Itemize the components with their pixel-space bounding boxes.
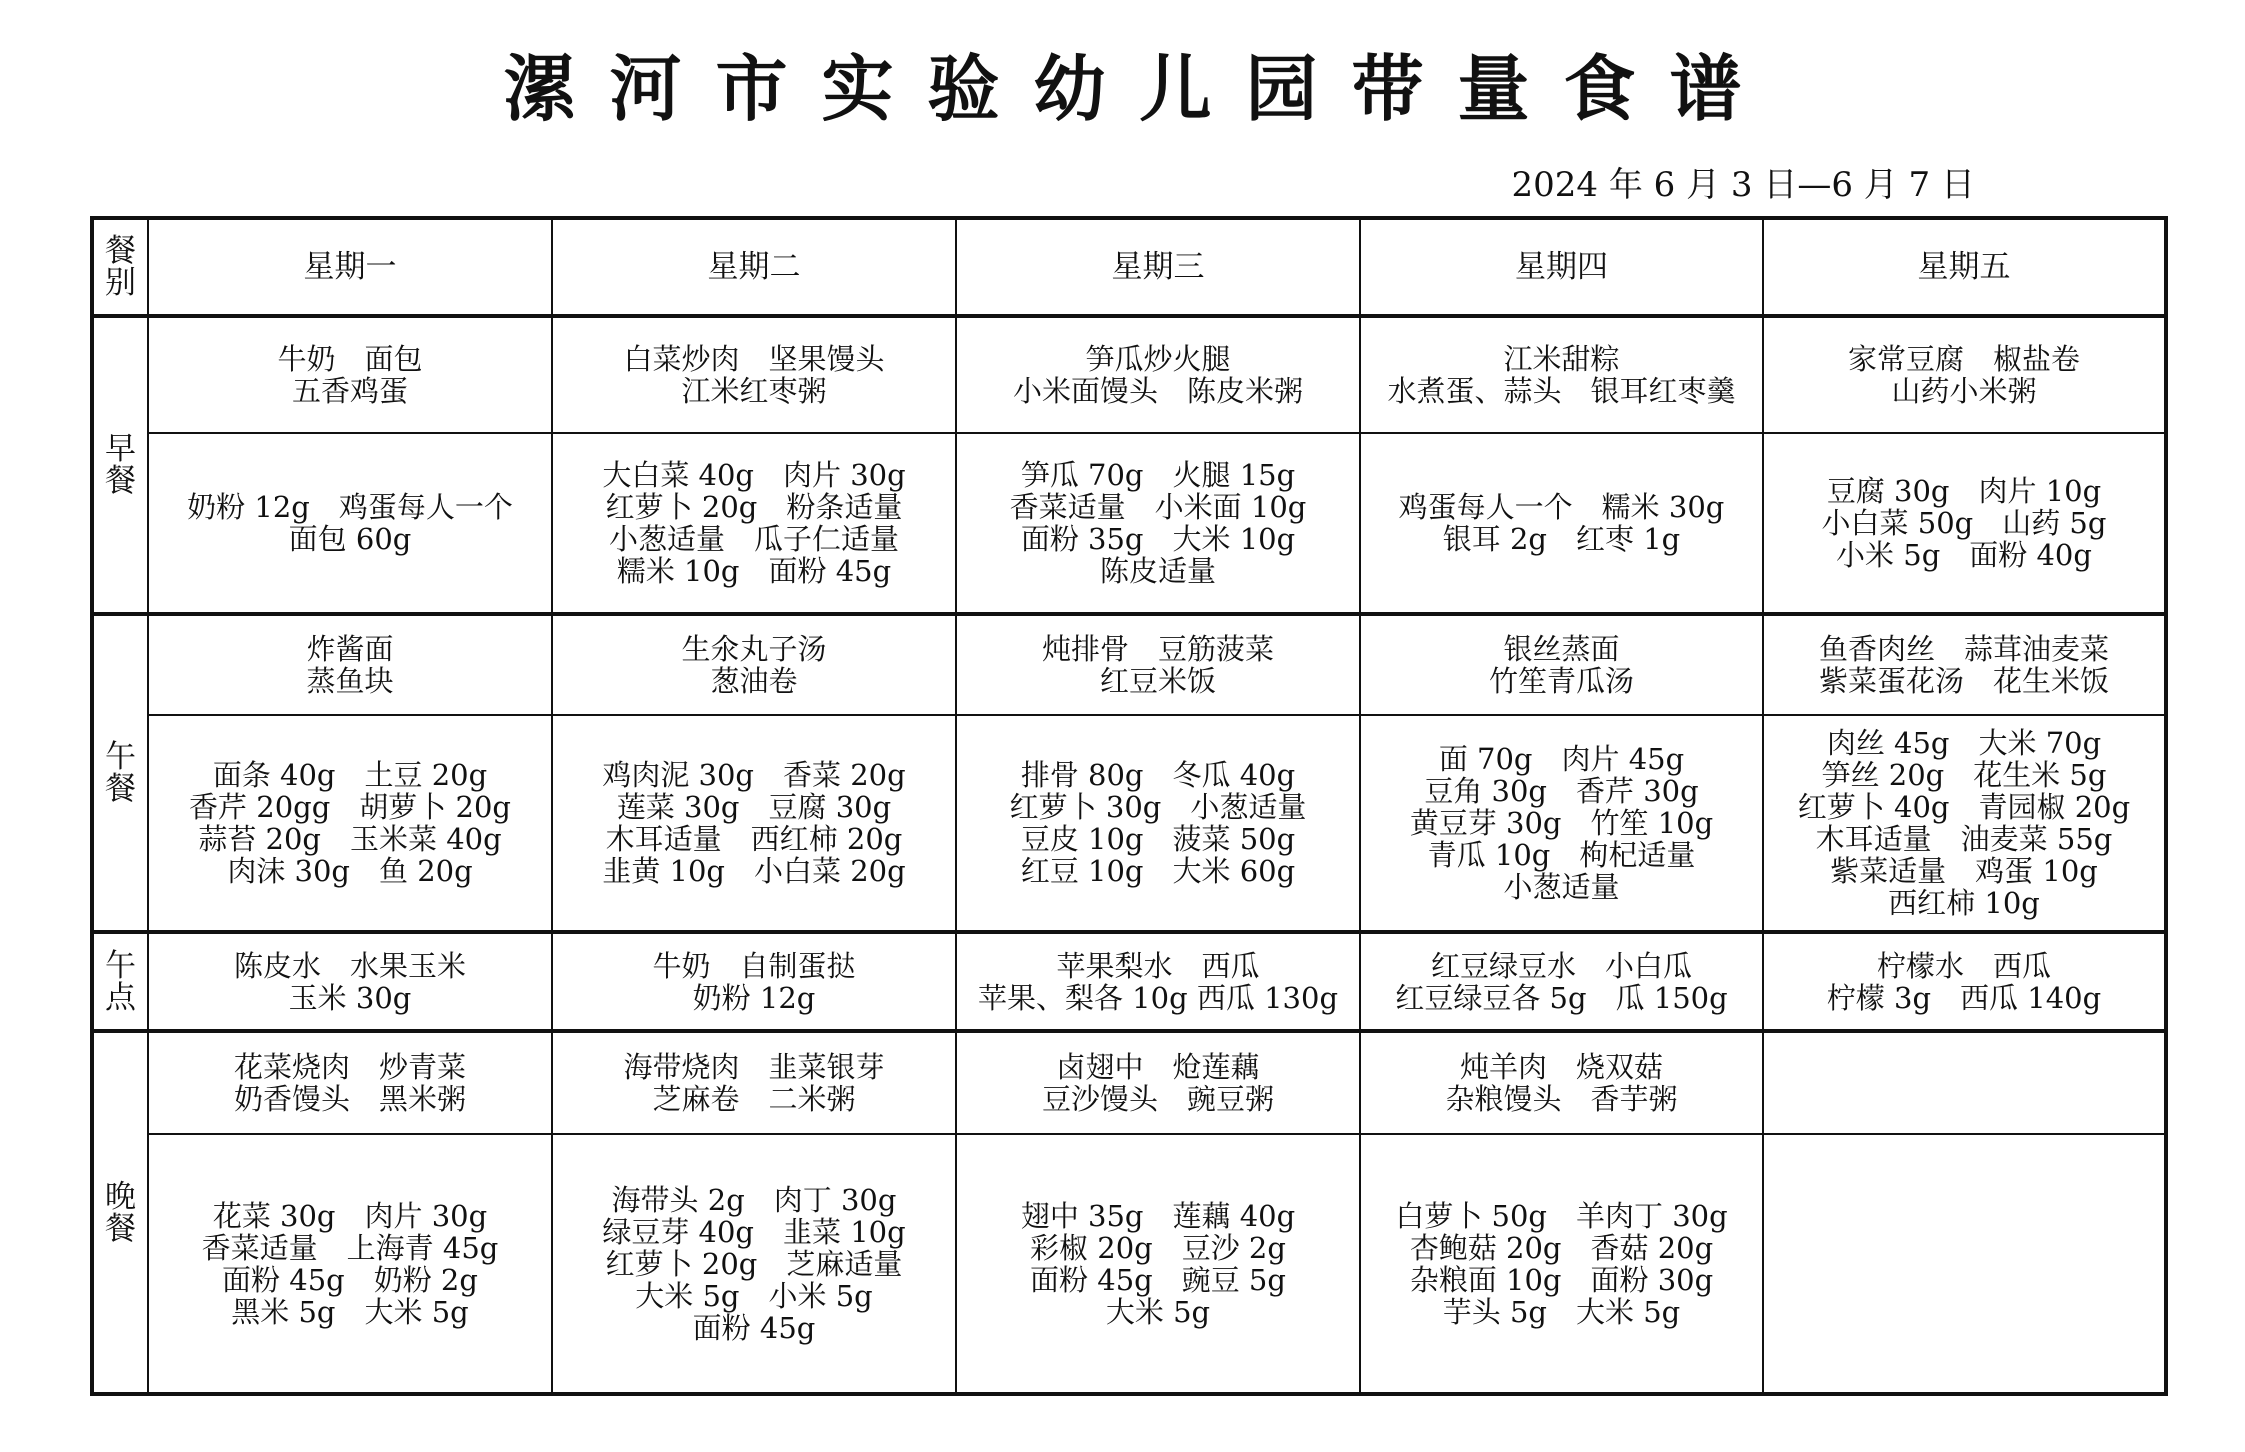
snack-thursday: 红豆绿豆水 小白瓜 红豆绿豆各 5g 瓜 150g (1360, 932, 1763, 1031)
day-header-monday: 星期一 (148, 218, 552, 316)
snack-monday: 陈皮水 水果玉米 玉米 30g (148, 932, 552, 1031)
menu-table (90, 216, 2168, 1396)
breakfast-label: 早 餐 (92, 316, 148, 614)
breakfast-dish-wednesday: 笋瓜炒火腿 小米面馒头 陈皮米粥 (956, 316, 1360, 433)
lunch-dishes-row (92, 614, 2166, 715)
lunch-label: 午 餐 (92, 614, 148, 932)
breakfast-dishes-row (92, 316, 2166, 433)
date-range: 2024 年 6 月 3 日—6 月 7 日 (1511, 165, 1975, 205)
breakfast-dish-thursday: 江米甜粽 水煮蛋、蒜头 银耳红枣羹 (1360, 316, 1763, 433)
dinner-ingredients-thursday: 白萝卜 50g 羊肉丁 30g 杏鲍菇 20g 香菇 20g 杂粮面 10g 面粉 30g 芋头 5g 大米 5g (1360, 1134, 1763, 1394)
day-header-friday: 星期五 (1763, 218, 2166, 316)
snack-row (92, 932, 2166, 1031)
dinner-dish-friday (1763, 1031, 2166, 1134)
dinner-dish-thursday: 炖羊肉 烧双菇 杂粮馒头 香芋粥 (1360, 1031, 1763, 1134)
lunch-ingredients-friday: 肉丝 45g 大米 70g 笋丝 20g 花生米 5g 红萝卜 40g 青园椒 20g 木耳适量 油麦菜 55g 紫菜适量 鸡蛋 10g 西红柿 10g (1763, 715, 2166, 932)
lunch-dish-tuesday: 生氽丸子汤 葱油卷 (552, 614, 956, 715)
dinner-dish-tuesday: 海带烧肉 韭菜银芽 芝麻卷 二米粥 (552, 1031, 956, 1134)
header-row (92, 218, 2166, 316)
breakfast-ingredients-monday: 奶粉 12g 鸡蛋每人一个 面包 60g (148, 433, 552, 614)
lunch-ingredients-monday: 面条 40g 土豆 20g 香芹 20gg 胡萝卜 20g 蒜苔 20g 玉米菜 40g 肉沫 30g 鱼 20g (148, 715, 552, 932)
snack-label: 午 点 (92, 932, 148, 1031)
snack-tuesday: 牛奶 自制蛋挞 奶粉 12g (552, 932, 956, 1031)
dinner-ingredients-friday (1763, 1134, 2166, 1394)
lunch-dish-friday: 鱼香肉丝 蒜茸油麦菜 紫菜蛋花汤 花生米饭 (1763, 614, 2166, 715)
dinner-dishes-row (92, 1031, 2166, 1134)
lunch-dish-thursday: 银丝蒸面 竹笙青瓜汤 (1360, 614, 1763, 715)
breakfast-dish-monday: 牛奶 面包 五香鸡蛋 (148, 316, 552, 433)
dinner-dish-wednesday: 卤翅中 炝莲藕 豆沙馒头 豌豆粥 (956, 1031, 1360, 1134)
breakfast-ingredients-wednesday: 笋瓜 70g 火腿 15g 香菜适量 小米面 10g 面粉 35g 大米 10g 陈皮适量 (956, 433, 1360, 614)
page-title: 漯河市实验幼儿园带量食谱 (503, 46, 1776, 131)
dinner-ingredients-wednesday: 翅中 35g 莲藕 40g 彩椒 20g 豆沙 2g 面粉 45g 豌豆 5g 大米 5g (956, 1134, 1360, 1394)
breakfast-ingredients-row (92, 433, 2166, 614)
breakfast-dish-tuesday: 白菜炒肉 坚果馒头 江米红枣粥 (552, 316, 956, 433)
lunch-ingredients-row (92, 715, 2166, 932)
snack-wednesday: 苹果梨水 西瓜 苹果、梨各 10g 西瓜 130g (956, 932, 1360, 1031)
breakfast-ingredients-thursday: 鸡蛋每人一个 糯米 30g 银耳 2g 红枣 1g (1360, 433, 1763, 614)
lunch-ingredients-tuesday: 鸡肉泥 30g 香菜 20g 莲菜 30g 豆腐 30g 木耳适量 西红柿 20g 韭黄 10g 小白菜 20g (552, 715, 956, 932)
dinner-ingredients-monday: 花菜 30g 肉片 30g 香菜适量 上海青 45g 面粉 45g 奶粉 2g 黑米 5g 大米 5g (148, 1134, 552, 1394)
breakfast-dish-friday: 家常豆腐 椒盐卷 山药小米粥 (1763, 316, 2166, 433)
day-header-thursday: 星期四 (1360, 218, 1763, 316)
breakfast-ingredients-friday: 豆腐 30g 肉片 10g 小白菜 50g 山药 5g 小米 5g 面粉 40g (1763, 433, 2166, 614)
lunch-dish-wednesday: 炖排骨 豆筋菠菜 红豆米饭 (956, 614, 1360, 715)
dinner-ingredients-row (92, 1134, 2166, 1394)
day-header-wednesday: 星期三 (956, 218, 1360, 316)
lunch-dish-monday: 炸酱面 蒸鱼块 (148, 614, 552, 715)
dinner-label: 晚 餐 (92, 1031, 148, 1394)
breakfast-ingredients-tuesday: 大白菜 40g 肉片 30g 红萝卜 20g 粉条适量 小葱适量 瓜子仁适量 糯米 10g 面粉 45g (552, 433, 956, 614)
lunch-ingredients-wednesday: 排骨 80g 冬瓜 40g 红萝卜 30g 小葱适量 豆皮 10g 菠菜 50g 红豆 10g 大米 60g (956, 715, 1360, 932)
day-header-tuesday: 星期二 (552, 218, 956, 316)
lunch-ingredients-thursday: 面 70g 肉片 45g 豆角 30g 香芹 30g 黄豆芽 30g 竹笙 10g 青瓜 10g 枸杞适量 小葱适量 (1360, 715, 1763, 932)
snack-friday: 柠檬水 西瓜 柠檬 3g 西瓜 140g (1763, 932, 2166, 1031)
dinner-dish-monday: 花菜烧肉 炒青菜 奶香馒头 黑米粥 (148, 1031, 552, 1134)
meal-column-header: 餐 别 (92, 218, 148, 316)
dinner-ingredients-tuesday: 海带头 2g 肉丁 30g 绿豆芽 40g 韭菜 10g 红萝卜 20g 芝麻适量 大米 5g 小米 5g 面粉 45g (552, 1134, 956, 1394)
